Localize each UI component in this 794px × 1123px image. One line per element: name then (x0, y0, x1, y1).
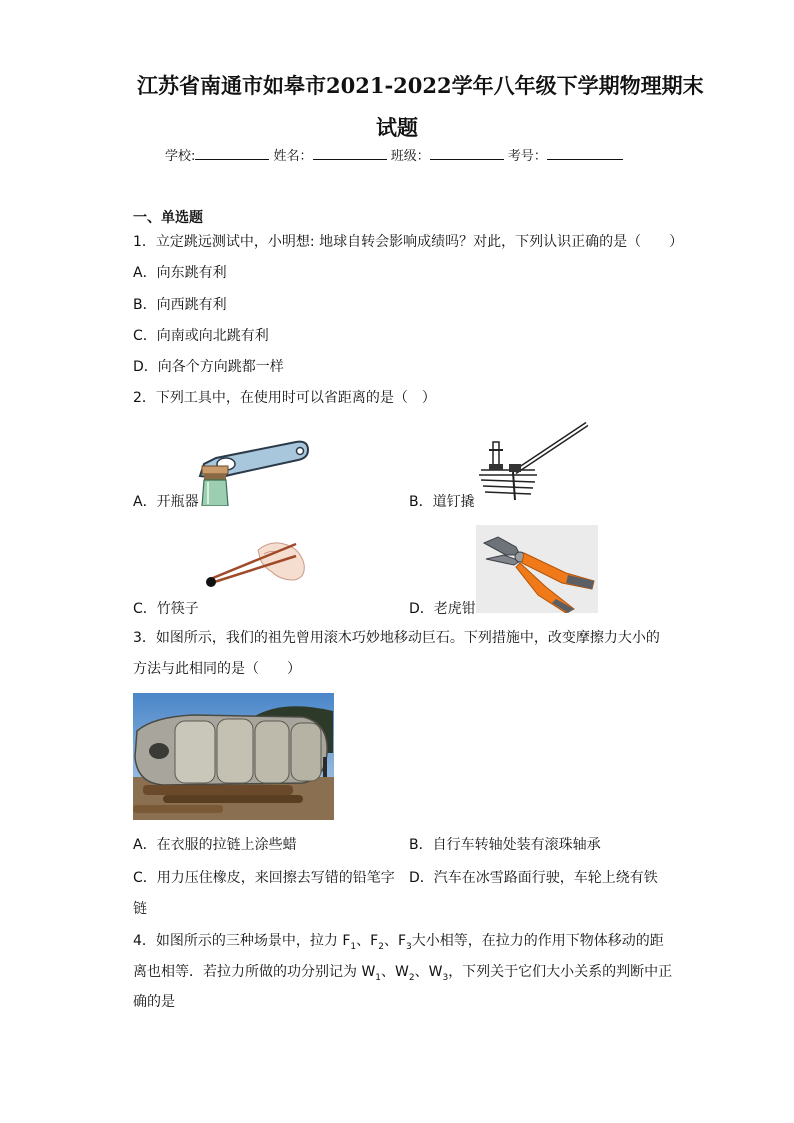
student-info-row (165, 145, 623, 164)
school-field[interactable] (195, 147, 269, 160)
section-title: 一、单选题 (133, 210, 203, 226)
q4-text: 、F (356, 933, 379, 949)
q1-option-c: C．向南或向北跳有利 (133, 328, 269, 344)
boulder-rolling-logs-illustration (133, 693, 334, 820)
q4-subscript: 3 (406, 941, 412, 952)
q4-subscript: 2 (408, 972, 415, 983)
q4-subscript: 3 (442, 972, 449, 983)
exam-number-label: 考号： (507, 149, 547, 164)
class-label: 班级： (390, 149, 430, 164)
q3-stem-line2: 方法与此相同的是（ ） (133, 661, 301, 677)
q2-option-b: B．道钉撬 (409, 494, 475, 510)
q4-subscript: 1 (350, 941, 357, 952)
name-label: 姓名： (273, 149, 313, 164)
q1-option-b: B．向西跳有利 (133, 297, 227, 313)
q2-stem: 2．下列工具中，在使用时可以省距离的是（ ） (133, 390, 436, 406)
q2-option-c: C．竹筷子 (133, 601, 199, 617)
q4-text: 4．如图所示的三种场景中，拉力 F (133, 933, 351, 949)
q4-stem-line3: 确的是 (133, 994, 175, 1010)
exam-number-field[interactable] (547, 147, 623, 160)
q4-stem-line2 (133, 962, 672, 988)
class-field[interactable] (430, 147, 504, 160)
page-title: 江苏省南通市如皋市2021-2022学年八年级下学期物理期末 (137, 73, 704, 98)
q4-text: 、W (381, 964, 409, 980)
q4-text: 离也相等．若拉力所做的功分别记为 W (133, 964, 376, 980)
q4-text: ，下列关于它们大小关系的判断中正 (448, 964, 673, 980)
q2-option-d: D．老虎钳 (409, 601, 476, 617)
q3-option-a: A．在衣服的拉链上涂些蜡 (133, 837, 297, 853)
nail-crowbar-illustration (475, 420, 590, 505)
q4-text: 、F (383, 933, 407, 949)
q3-option-b: B．自行车转轴处装有滚珠轴承 (409, 837, 601, 853)
q3-option-c: C．用力压住橡皮，来回擦去写错的铅笔字 (133, 870, 395, 886)
q4-stem-line1 (133, 931, 664, 957)
chopsticks-illustration (200, 538, 306, 594)
q1-option-a: A．向东跳有利 (133, 265, 227, 281)
q1-option-d: D．向各个方向跳都一样 (133, 359, 284, 375)
q3-option-d: D．汽车在冰雪路面行驶，车轮上绕有铁 (409, 870, 658, 886)
page-title-line2: 试题 (376, 115, 418, 140)
q4-subscript: 1 (375, 972, 382, 983)
q1-stem: 1．立定跳远测试中，小明想: 地球自转会影响成绩吗？对此，下列认识正确的是（ ） (133, 234, 684, 250)
q3-option-d-wrap: 链 (133, 901, 147, 917)
pliers-illustration (476, 525, 598, 613)
q4-text: 大小相等，在拉力的作用下物体移动的距 (411, 933, 664, 949)
q4-subscript: 2 (378, 941, 384, 952)
q2-option-a: A．开瓶器 (133, 494, 199, 510)
q3-stem-line1: 3．如图所示，我们的祖先曾用滚木巧妙地移动巨石。下列措施中，改变摩擦力大小的 (133, 630, 660, 646)
school-label: 学校: (165, 149, 196, 164)
name-field[interactable] (313, 147, 387, 160)
bottle-opener-illustration (196, 436, 312, 506)
q4-text: 、W (414, 964, 443, 980)
